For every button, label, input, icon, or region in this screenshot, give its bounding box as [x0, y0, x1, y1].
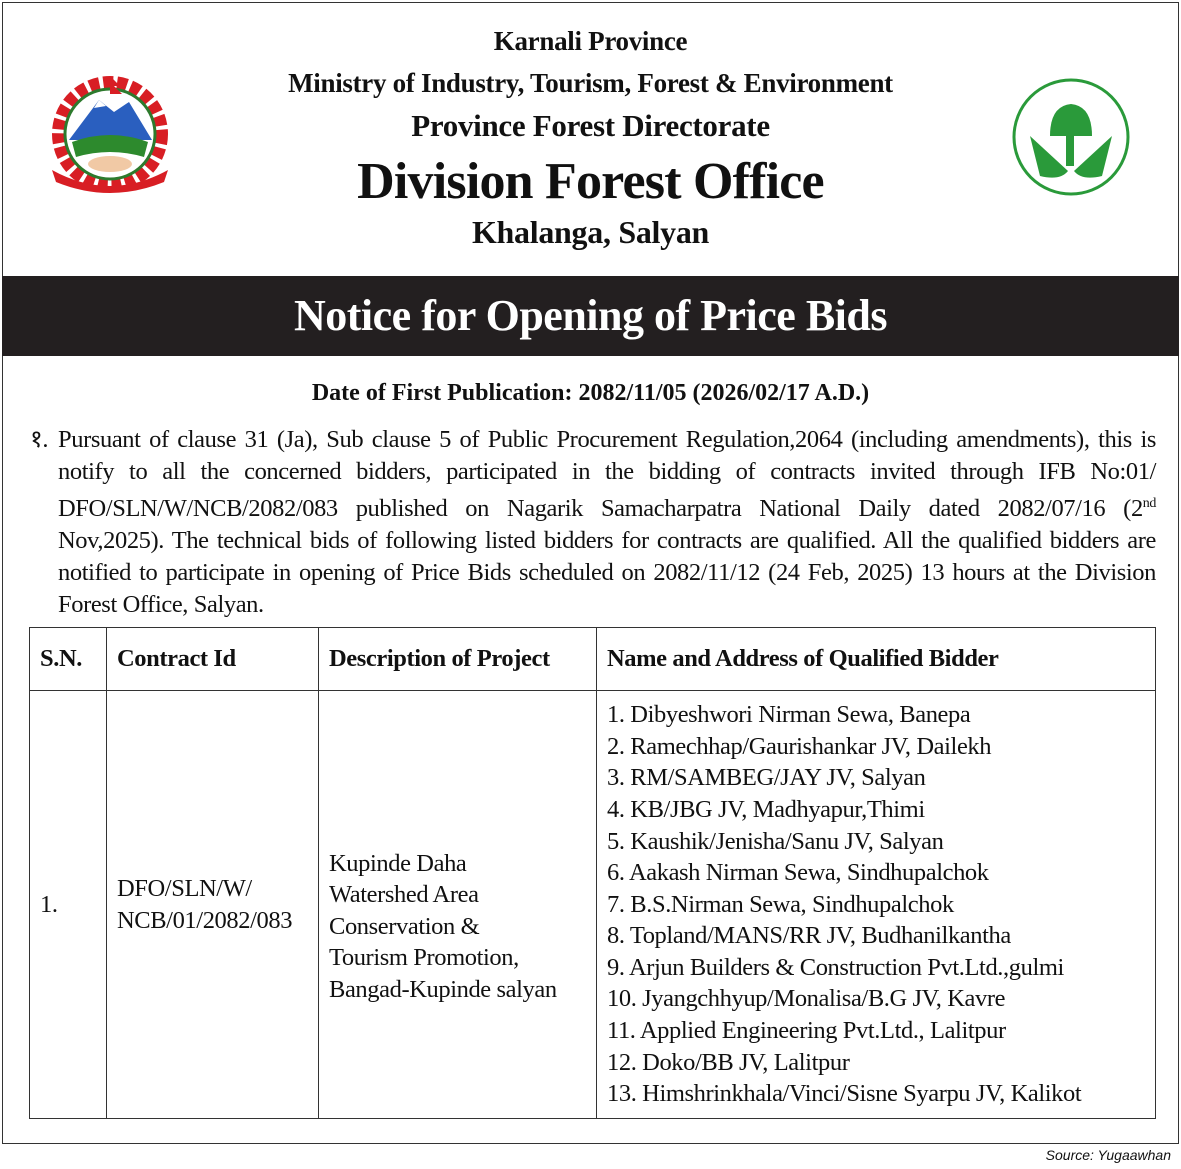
directorate-heading: Province Forest Directorate — [411, 108, 770, 143]
row-contract-id — [107, 691, 319, 1119]
paragraph-text: Pursuant of clause 31 (Ja), Sub clause 5 of Public Procurement Regulation,2064 (including amendments), this is notify to all the concerned bidders, participated in the bidding of contracts invited through IFB No:01/ DFO/SLN/W/NCB/2082/083 published on Nagarik Samacharpatra National Daily dated 2082/07/16 (2 — [58, 426, 1156, 523]
qualified-bidders-table — [29, 627, 1156, 1119]
province-heading: Karnali Province — [493, 26, 688, 56]
row-sn: 1. — [30, 691, 107, 1119]
bidder-item: 4. KB/JBG JV, Madhyapur,Thimi — [607, 795, 925, 823]
col-bidders: Name and Address of Qualified Bidder — [597, 628, 1156, 691]
bidder-item: 1. Dibyeshwori Nirman Sewa, Banepa — [607, 701, 971, 729]
bidder-item: 8. Topland/MANS/RR JV, Budhanilkantha — [607, 922, 1011, 950]
paragraph-sup: nd — [1142, 496, 1156, 511]
col-description: Description of Project — [319, 628, 597, 691]
bidder-item: 9. Arjun Builders & Construction Pvt.Ltd.,gulmi — [607, 953, 1064, 981]
description-line: Conservation & — [329, 912, 480, 940]
bidder-item: 11. Applied Engineering Pvt.Ltd., Lalitpur — [607, 1017, 1006, 1045]
bidder-item: 10. Jyangchhyup/Monalisa/B.G JV, Kavre — [607, 985, 1006, 1013]
bidder-item: 13. Himshrinkhala/Vinci/Sisne Syarpu JV, Kalikot — [607, 1080, 1082, 1108]
table-row — [30, 691, 1156, 1119]
table-header-row — [30, 628, 1156, 691]
col-sn: S.N. — [30, 628, 107, 691]
location-heading: Khalanga, Salyan — [471, 214, 710, 250]
bidder-item: 6. Aakash Nirman Sewa, Sindhupalchok — [607, 859, 989, 887]
bidder-item: 2. Ramechhap/Gaurishankar JV, Dailekh — [607, 732, 992, 760]
description-line: Watershed Area — [329, 881, 479, 909]
contract-id-line: DFO/SLN/W/ — [117, 874, 252, 902]
bidder-item: 7. B.S.Nirman Sewa, Sindhupalchok — [607, 890, 954, 918]
col-contract-id: Contract Id — [107, 628, 319, 691]
publication-date: Date of First Publication: 2082/11/05 (2026/02/17 A.D.) — [311, 380, 870, 406]
description-line: Bangad-Kupinde salyan — [329, 975, 557, 1003]
contract-id-line: NCB/01/2082/083 — [117, 906, 293, 934]
notice-title: Notice for Opening of Price Bids — [2, 276, 1179, 356]
bidder-item: 3. RM/SAMBEG/JAY JV, Salyan — [607, 764, 926, 792]
paragraph-text-cont: Nov,2025). The technical bids of following listed bidders for contracts are qualified. All the qualified bidders are notified to participate in opening of Price Bids scheduled on 2082/11/12 (24 Feb, 2025) 13 hours at the Division Forest Office, Salyan. — [58, 527, 1156, 619]
row-bidders — [597, 691, 1156, 1119]
ministry-heading: Ministry of Industry, Tourism, Forest & Environment — [288, 68, 893, 98]
notice-paragraph — [30, 424, 1156, 621]
office-heading: Division Forest Office — [357, 153, 824, 210]
description-line: Tourism Promotion, — [329, 944, 519, 972]
row-description — [319, 691, 597, 1119]
paragraph-number: १. — [30, 426, 49, 453]
source-credit: Source: Yugaawhan — [1045, 1147, 1171, 1163]
description-line: Kupinde Daha — [329, 849, 467, 877]
bidder-item: 12. Doko/BB JV, Lalitpur — [607, 1048, 850, 1076]
bidder-item: 5. Kaushik/Jenisha/Sanu JV, Salyan — [607, 827, 944, 855]
